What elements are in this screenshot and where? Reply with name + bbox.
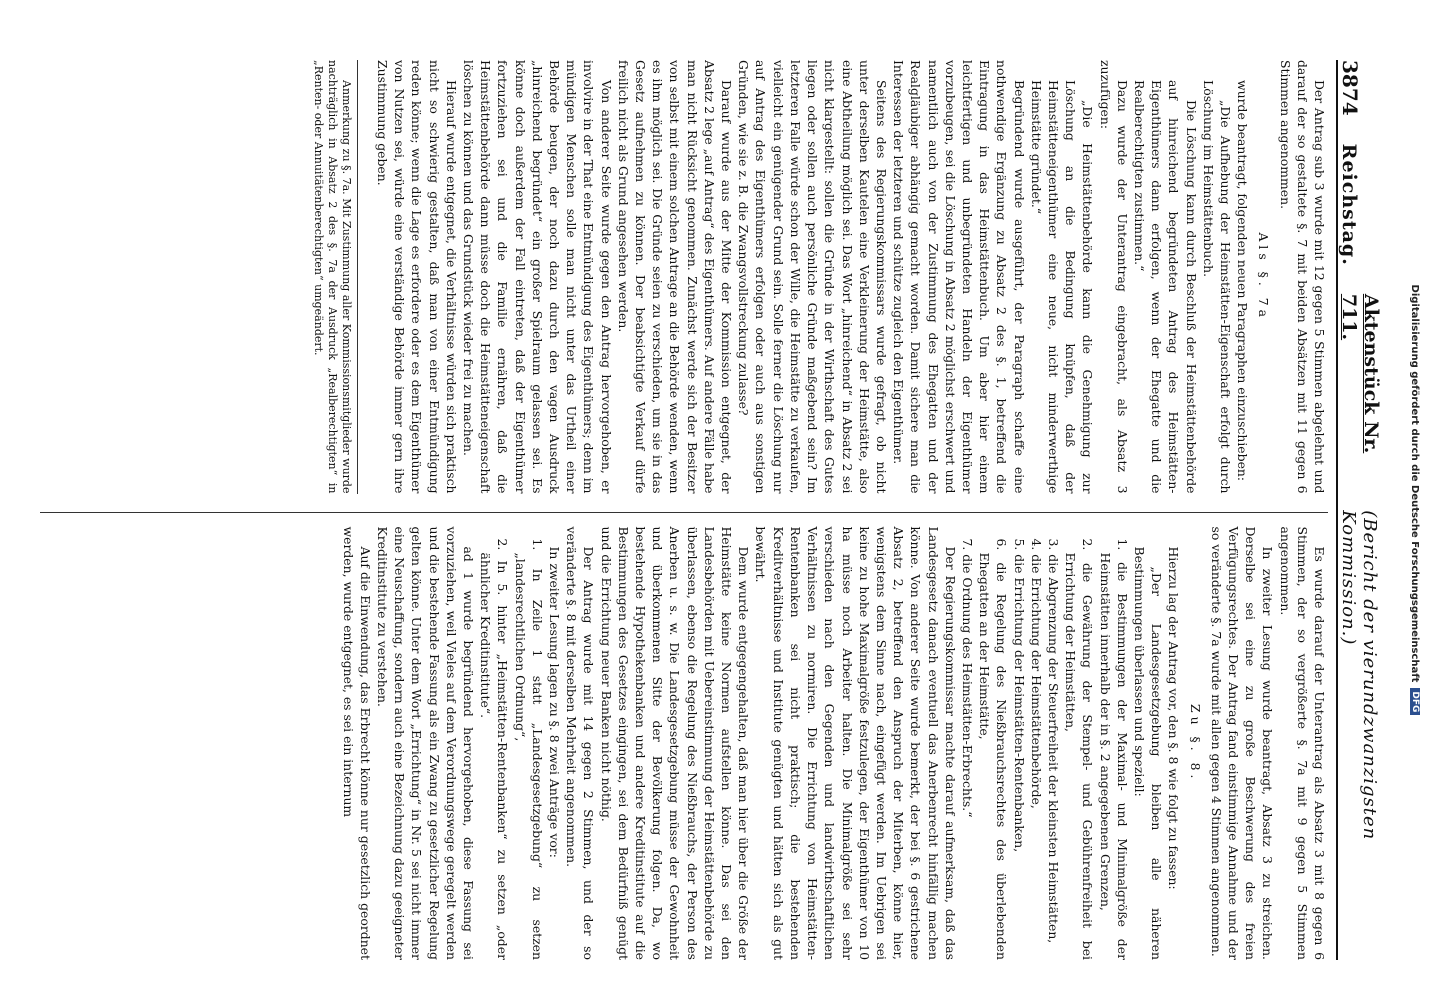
paragraph: „Die Aufhebung der Heimstätten-Eigenschaft erfolgt durch Löschung im Heimstättenbuch. — [1200, 80, 1233, 494]
list-item: 7. die Ordnung des Heimstätten-Erbrechts.“ — [959, 538, 975, 818]
paragraph: Hierzu lag der Antrag vor, den §. 8 wie folgt zu fassen: — [1166, 546, 1182, 890]
digitization-note: Digitalisierung gefördert durch die Deutsche Forschungsgemeinschaft — [1409, 284, 1421, 683]
left-column — [40, 60, 1328, 494]
report-title: (Bericht der vierundzwanzigsten Kommission.) — [1338, 510, 1380, 841]
paragraph: In zweiter Lesung wurde beantragt, Absatz 3 zu streichen. Derselbe sei eine zu große Beschwerung des freien Verfügungsrechtes. Der Antrag fand einstimmige Annahme und der so veränderte §. 7a wurde mit allen gegen 4 Stimmen angenommen. — [1208, 526, 1276, 960]
list-item: 6. die Regelung des Nießbrauchsrechtes des überlebenden Ehegatten an der Heimstätte, — [977, 538, 1010, 960]
list-item: 2. In 5. hinter „Heimstätten-Rentenbanken“ zu setzen „oder ähnlicher Kreditinstitute“. — [478, 538, 511, 960]
list-item: 2. die Gewährung der Stempel- und Gebührenfreiheit bei Errichtung der Heimstätten, — [1063, 538, 1096, 960]
paragraph: Von anderer Seite wurde gegen den Antrag hervorgehoben, er involvire in der That eine Entmündigung des Eigenthümers; denn im mündigen Menschen solle man nicht unter das Urtheil einer Behörde beugen, der noch dazu durch den vagen Ausdruck „hinreichend begründet“ ein großer Spielraum gelassen sei. Es könne doch außerdem der Fall eintreten, daß der Eigenthümer fortzuziehen sei und die Familie ernähren, daß die Heimstättenbehörde dann müsse doch die Heimstätteneigenschaft löschen zu können und das Grundstück wieder frei zu machen. — [461, 60, 614, 494]
paragraph: Der Antrag sub 3 wurde mit 12 gegen 5 Stimmen abgelehnt und darauf der so gestaltete §. 7 mit beiden Absätzen mit 11 gegen 6 Stimmen angenommen. — [1277, 60, 1327, 494]
paragraph: Der Regierungskommissar machte darauf aufmerksam, daß das Landesgesetz danach eventuell das Anerbenrecht hinfällig machen könne. Von anderer Seite wurde bemerkt, der bei §. 6 gestrichene Absatz 2, betreffend den Anspruch der Miterben, könne hier, wenigstens dem Sinne nach, eingefügt werden. Im Uebrigen sei keine zu hohe Maximalgröße festzulegen, der Eigenthümer von 10 ha müsse noch Arbeiter halten. Die Minimalgröße sei sehr verschieden nach den Gegenden und landwirthschaftlichen Verhältnissen zu normiren. Die Errichtung von Heimstätten-Rentenbanken sei nicht praktisch; die bestehenden Kreditverhältnisse und Institute genügten und hätten sich als gut bewährt. — [753, 526, 958, 960]
digitization-strip — [1400, 0, 1430, 1000]
paragraph: „Die Heimstättenbehörde kann die Genehmigung zur Löschung an die Bedingung knüpfen, daß der Heimstätteneigenthümer eine neue, nicht minderwerthige Heimstätte gründet.“ — [1028, 80, 1096, 494]
footnote: Anmerkung zu §. 7a. Mit Zustimmung aller Kommissionsmitglieder wurde nachträglich in Absatz 2 des §. 7a der Ausdruck „Realberechtigten“ in „Renten- oder Annuitätenberechtigten“ umgeändert. — [311, 60, 358, 494]
paragraph: Dazu wurde der Unterantrag eingebracht, als Absatz 3 zuzufügen: — [1097, 60, 1130, 494]
list-item: 1. In Zeile 1 statt „Landesgesetzgebung“ zu setzen „landesrechtlichen Ordnung“, — [512, 538, 545, 960]
right-column — [40, 512, 1328, 961]
list-item: 3. die Abgrenzung der Steuerfreiheit der kleinsten Heimstätten, — [1045, 538, 1061, 944]
paragraph: Hierauf wurde entgegnet, die Verhältnisse würden sich praktisch nicht so schwierig gestalten, daß man von einer Entmündigung reden könne; wenn die Lage es erfordere oder es dem Eigenthümer von Nutzen sei, würde eine verständige Behörde immer gern ihre Zustimmung geben. — [375, 60, 459, 494]
paragraph: wurde beantragt, folgenden neuen Paragraphen einzuschieben: — [1235, 80, 1251, 482]
page-header — [1336, 60, 1382, 960]
paragraph: Die Löschung kann durch Beschluß der Heimstättenbehörde auf hinreichend begründeten Antrag des Heimstätten-Eigenthümers dann erfolgen, wenn der Ehegatte und die Realberechtigten zustimmen.“ — [1131, 80, 1199, 494]
paragraph: Begründend wurde ausgeführt, der Paragraph schaffe eine nothwendige Ergänzung zu Absatz 2 des §. 1, betreffend die Eintragung in das Heimstättenbuch. Um aber hier einem leichtfertigen und unbegründeten Handeln der Eigenthümer vorzubeugen, sei die Löschung in Absatz 2 möglichst erschwert und namentlich auch von der Zustimmung des Ehegatten und der Realgläubiger abhängig gemacht worden. Damit sichere man die Interessen der letzteren und schütze zugleich den Eigenthümer. — [891, 60, 1027, 494]
paragraph: „Der Landesgesetzgebung bleiben alle näheren Bestimmungen überlassen und speziell: — [1131, 546, 1165, 960]
paragraph: Der Antrag wurde mit 14 gegen 2 Stimmen, und der so veränderte §. 8 mit derselben Mehrheit angenommen. — [564, 526, 597, 960]
paragraph: Dem wurde entgegengehalten, daß man hier über die Größe der Heimstätte keine Normen aufstellen könne. Das sei den Landesbehörden mit Uebereinstimmung der Heimstättenbehörde zu überlassen, ebenso die Regelung des Nießbrauchs, der Person des Anerben u. s. w. Die Landesgesetzgebung müsse der Gewohnheit und überkommenen Sitte der Bevölkerung folgen. Da, wo bestehende Hypothekenbanken und andere Kreditinstitute auf die Bestimmungen des Gesetzes eingingen, sei dem Bedürfniß genügt und die Errichtung neuer Banken nicht nöthig. — [598, 526, 752, 960]
publication-name: Reichstag. — [1338, 143, 1360, 266]
text-columns — [40, 60, 1328, 960]
document-reference: Aktenstück Nr. 711. — [1338, 293, 1382, 454]
paragraph: ad 1 wurde begründend hervorgehoben, diese Fassung sei vorzuziehen, weil Vieles auf dem Verordnungswege geregelt werden und die bestehende Fassung als ein Zwang zu gesetzlicher Regelung gelten könne. Unter dem Wort „Errichtung“ in Nr. 5 sei nicht immer eine Neuschaffung, sondern auch eine Bezeichnung dazu geeigneter Kreditinstitute zu verstehen. — [375, 526, 477, 960]
dfg-logo: DFG — [1410, 688, 1420, 715]
list-item: 1. die Bestimmungen der Maximal- und Minimalgröße der Heimstätten innerhalb der in §. 2 angegebenen Grenzen, — [1097, 538, 1130, 960]
section-heading: Als §. 7a — [1256, 232, 1272, 322]
paragraph: In zweiter Lesung lagen zu §. 8 zwei Anträge vor: — [547, 546, 563, 858]
paragraph: Auf die Einwendung, das Erbrecht könne nur gesetzlich geordnet werden, wurde entgegnet, es sei ein internum — [340, 526, 373, 960]
page-number: 3874 — [1338, 60, 1362, 116]
section-heading: Zu §. 8. — [1187, 704, 1203, 783]
paragraph: Seitens des Regierungskommissars wurde gefragt, ob nicht unter derselben Kautelen eine Verkleinerung der Heimstätte, also eine Abtheilung möglich sei. Das Wort „hinreichend“ in Absatz 2 sei nicht klargestellt: sollen die Gründe in der Wirthschaft des Gutes liegen oder sollen auch persönliche Gründe maßgebend sein? Im letzteren Falle würde schon der Wille, die Heimstätte zu verkaufen, vielleicht ein genügender Grund sein. Solle ferner die Löschung nur auf Antrag des Eigenthümers erfolgen oder auch aus sonstigen Gründen, wie sie z. B. die Zwangsvollstreckung zulasse? — [736, 60, 889, 494]
list-item: 4. die Errichtung der Heimstättenbehörde, — [1028, 538, 1044, 809]
paragraph: Darauf wurde aus der Mitte der Kommission entgegnet, der Absatz 2 lege „auf Antrag“ des Eigenthümers. Auf andere Fälle habe man nicht Rücksicht genommen. Zunächst werde sich der Besitzer von selbst mit einem solchen Antrage an die Behörde wenden, wenn es ihm möglich sei. Die Gründe seien zu verschieden, um sie in das Gesetz aufnehmen zu können. Der beabsichtigte Verkauf dürfe freilich nicht als Grund angesehen werden. — [615, 60, 735, 494]
list-item: 5. die Errichtung der Heimstätten-Rentenbanken, — [1011, 538, 1027, 853]
paragraph: Es wurde darauf der Unterantrag als Absatz 3 mit 8 gegen 6 Stimmen, der so vergrößerte §. 7a mit 9 gegen 5 Stimmen angenommen. — [1277, 526, 1327, 960]
